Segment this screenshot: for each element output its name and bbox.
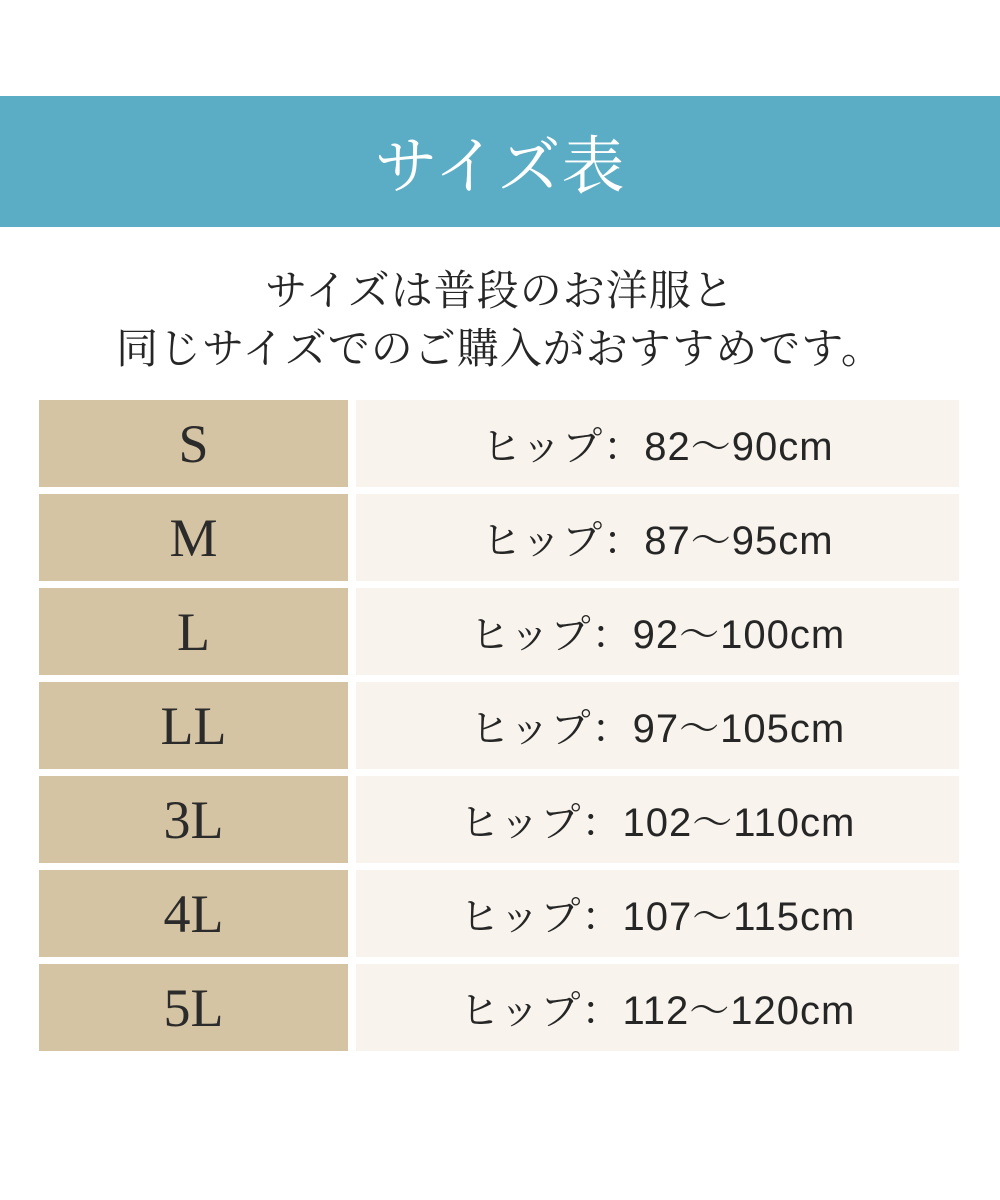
size-cell: M	[39, 494, 348, 581]
hip-cell: ヒップ：107～115cm	[356, 870, 959, 957]
table-row-m	[39, 494, 959, 581]
table-row-ll	[39, 682, 959, 769]
table-row-s	[39, 400, 959, 487]
intro-text	[0, 262, 1000, 378]
size-cell: LL	[39, 682, 348, 769]
size-cell: 3L	[39, 776, 348, 863]
hip-cell: ヒップ：102～110cm	[356, 776, 959, 863]
table-row-5l	[39, 964, 959, 1051]
size-cell: S	[39, 400, 348, 487]
intro-line-1: サイズは普段のお洋服と	[265, 267, 735, 314]
size-cell: 4L	[39, 870, 348, 957]
title-band	[0, 96, 1000, 227]
hip-cell: ヒップ：82～90cm	[356, 400, 959, 487]
intro-line-2: 同じサイズでのご購入がおすすめです。	[116, 325, 884, 372]
hip-cell: ヒップ：97～105cm	[356, 682, 959, 769]
size-cell: 5L	[39, 964, 348, 1051]
page-title: サイズ表	[374, 132, 626, 202]
table-row-l	[39, 588, 959, 675]
hip-cell: ヒップ：87～95cm	[356, 494, 959, 581]
size-table	[39, 400, 959, 1051]
hip-cell: ヒップ：112～120cm	[356, 964, 959, 1051]
table-row-3l	[39, 776, 959, 863]
table-row-4l	[39, 870, 959, 957]
size-cell: L	[39, 588, 348, 675]
hip-cell: ヒップ：92～100cm	[356, 588, 959, 675]
